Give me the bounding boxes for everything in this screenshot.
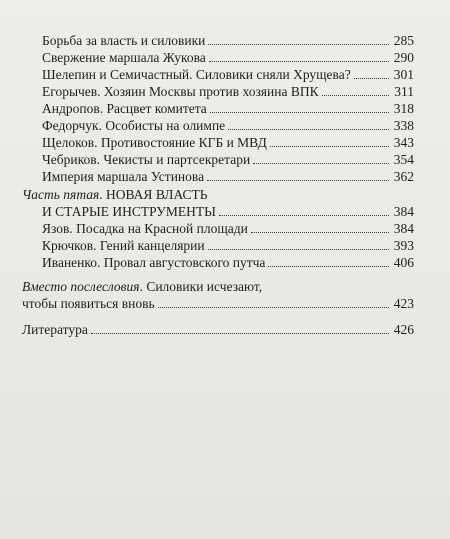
toc-entry	[42, 204, 414, 220]
toc-entry	[42, 101, 414, 117]
leader-dots	[208, 248, 389, 250]
leader-dots	[208, 43, 389, 45]
part-heading-title: . НОВАЯ ВЛАСТЬ	[99, 187, 208, 202]
leader-dots	[210, 111, 389, 113]
toc-entry	[42, 33, 414, 49]
leader-dots	[207, 179, 389, 181]
toc-entry	[42, 221, 414, 237]
toc-entry-page: 384	[393, 204, 414, 219]
leader-dots	[158, 306, 389, 308]
leader-dots	[91, 332, 389, 334]
toc-entry-title: Егорычев. Хозяин Москвы против хозяина ВПК	[42, 84, 319, 99]
toc-entry-page: 338	[393, 118, 414, 133]
leader-dots	[268, 265, 389, 267]
toc-entry-title: Чебриков. Чекисты и партсекретари	[42, 152, 251, 167]
afterword-title: . Силовики исчезают,	[139, 279, 263, 294]
toc-entry-title: Федорчук. Особисты на олимпе	[42, 118, 226, 133]
toc-entry	[22, 322, 414, 338]
leader-dots	[270, 145, 389, 147]
toc-entry	[42, 67, 414, 83]
literature-title: Литература	[22, 322, 88, 337]
toc-entry	[42, 118, 414, 134]
leader-dots	[219, 214, 389, 216]
toc-entry-title: Язов. Посадка на Красной площади	[42, 221, 248, 236]
toc-entry-page: 406	[393, 255, 414, 270]
afterword-heading	[22, 279, 262, 295]
toc-entry-page: 285	[393, 33, 414, 48]
afterword-label: Вместо послесловия	[22, 279, 140, 294]
leader-dots	[228, 128, 389, 130]
toc-entry-title: Борьба за власть и силовики	[42, 33, 206, 48]
toc-entry-page: 354	[393, 152, 414, 167]
toc-entry-title: Крючков. Гений канцелярии	[42, 238, 205, 253]
toc-entry	[42, 84, 414, 100]
toc-entry	[22, 296, 414, 312]
toc-entry	[42, 238, 414, 254]
toc-entry	[42, 169, 414, 185]
toc-entry	[42, 50, 414, 66]
leader-dots	[354, 77, 389, 79]
toc-entry-page: 423	[393, 296, 414, 311]
leader-dots	[251, 231, 389, 233]
toc-entry-title: Империя маршала Устинова	[42, 169, 205, 184]
toc-entry	[42, 255, 414, 271]
afterword-title-line2: чтобы появиться вновь	[22, 296, 155, 311]
leader-dots	[253, 162, 389, 164]
toc-entry-page: 384	[393, 221, 414, 236]
toc-entry-page: 393	[393, 238, 414, 253]
toc-entry-page: 290	[393, 50, 414, 65]
toc-entry-title: Иваненко. Провал августовского путча	[42, 255, 266, 270]
toc-entry-page: 343	[393, 135, 414, 150]
toc-entry	[42, 135, 414, 151]
toc-entry-title: Щелоков. Противостояние КГБ и МВД	[42, 135, 267, 150]
toc-entry-page: 426	[393, 322, 414, 337]
toc-entry	[42, 152, 414, 168]
part-heading	[22, 187, 208, 203]
toc-entry-page: 362	[393, 169, 414, 184]
toc-entry-title: Андропов. Расцвет комитета	[42, 101, 207, 116]
toc-entry-page: 318	[393, 101, 414, 116]
leader-dots	[209, 60, 389, 62]
toc-entry-title: Шелепин и Семичастный. Силовики сняли Хрущева?	[42, 67, 351, 82]
part-heading-title-line2: И СТАРЫЕ ИНСТРУМЕНТЫ	[42, 204, 216, 219]
leader-dots	[322, 94, 389, 96]
toc-entry-page: 301	[393, 67, 414, 82]
toc-entry-page: 311	[394, 84, 414, 99]
part-heading-label: Часть пятая	[22, 187, 100, 202]
toc-entry-title: Свержение маршала Жукова	[42, 50, 206, 65]
